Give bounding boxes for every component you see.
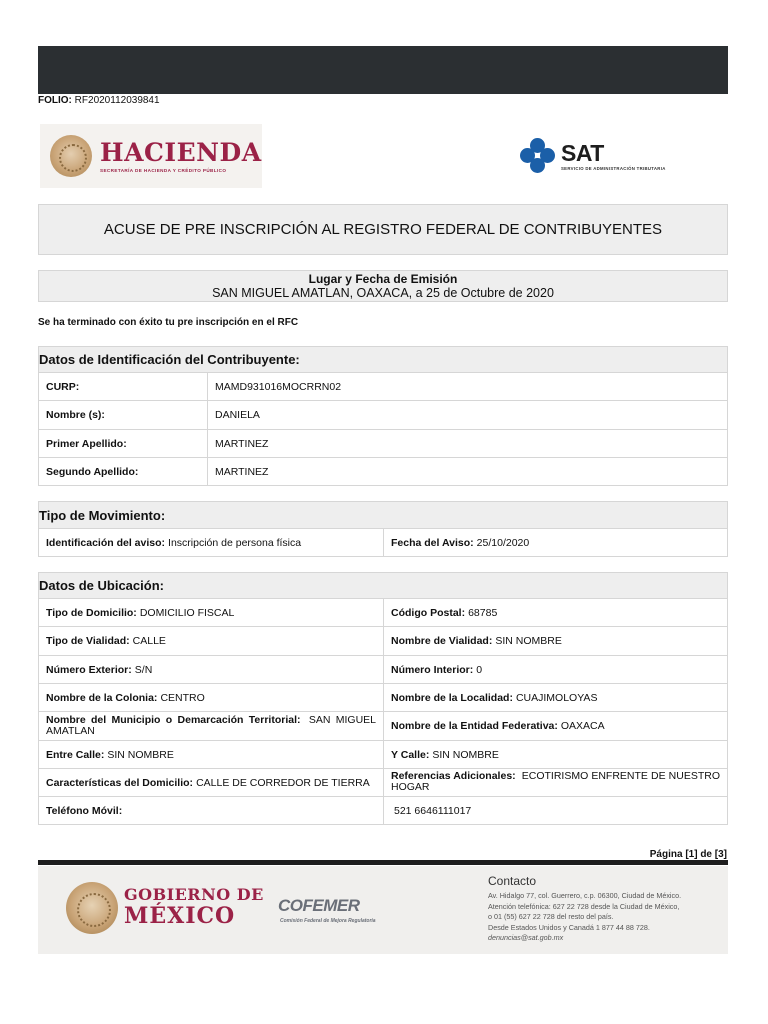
sat-logo [520, 130, 695, 182]
contacto-line: o 01 (55) 627 22 728 del resto del país. [488, 912, 614, 921]
ubicacion-right-cell [384, 797, 727, 824]
cell-value: 0 [476, 663, 483, 676]
ubicacion-right-cell [384, 712, 727, 740]
contacto-line: Atención telefónica: 627 22 728 desde la Ciudad de México, [488, 901, 680, 911]
lugar-title: Lugar y Fecha de Emisión [308, 272, 458, 286]
row-label: Primer Apellido: [39, 430, 208, 457]
lugar-value: SAN MIGUEL AMATLAN, OAXACA, a 25 de Octubre de 2020 [212, 286, 554, 300]
contacto-title: Contacto [488, 874, 537, 888]
ubicacion-left-cell [39, 741, 384, 768]
cell-value: CALLE DE CORREDOR DE TIERRA [196, 776, 370, 789]
folio-value: RF2020112039841 [74, 95, 160, 106]
table-row [38, 769, 728, 797]
table-row [38, 627, 728, 656]
sat-title: SAT [561, 139, 604, 166]
ubicacion-left-cell [39, 712, 384, 740]
ubicacion-right-cell [384, 656, 727, 683]
footer [38, 866, 728, 954]
ubicacion-right-cell [384, 684, 727, 711]
identificacion-header [38, 346, 728, 373]
gobierno-logo [124, 886, 264, 928]
folio [38, 95, 160, 106]
ubicacion-header-text: Datos de Ubicación: [39, 578, 164, 593]
cell-label: Entre Calle: [46, 748, 105, 761]
lugar-fecha-box [38, 270, 728, 302]
mexico-seal-icon [66, 882, 118, 934]
contacto-line: Desde Estados Unidos y Canadá 1 877 44 88 728. [488, 922, 650, 932]
cell-label: Código Postal: [391, 606, 466, 619]
row-label: Segundo Apellido: [39, 458, 208, 485]
table-row [38, 797, 728, 825]
ubicacion-left-cell [39, 769, 384, 796]
hacienda-subtitle: SECRETARÍA DE HACIENDA Y CRÉDITO PÚBLICO [100, 167, 227, 173]
gobierno-line1: GOBIERNO DE [124, 885, 264, 904]
mexico-seal-icon [50, 135, 92, 177]
cell-label: Tipo de Vialidad: [46, 635, 130, 647]
row-value: MARTINEZ [215, 465, 269, 478]
cell-value: DOMICILIO FISCAL [139, 606, 235, 619]
cell-label: Número Exterior: [46, 663, 132, 676]
page-number: Página [1] de [3] [649, 849, 727, 860]
movimiento-right-cell [384, 529, 727, 556]
cell-value: SIN NOMBRE [107, 748, 174, 761]
cell-value: CALLE [132, 635, 166, 647]
cell-label: Número Interior: [391, 663, 474, 676]
contacto-line: Av. Hidalgo 77, col. Guerrero, c.p. 06300, Ciudad de México. [488, 891, 682, 900]
row-value: DANIELA [215, 409, 260, 421]
header-bar [38, 46, 728, 94]
ubicacion-left-cell [39, 684, 384, 711]
cell-label: Tipo de Domicilio: [46, 606, 137, 619]
cell-label: Identificación del aviso: [46, 536, 166, 549]
table-row [38, 430, 728, 458]
ubicacion-right-cell [384, 627, 727, 655]
contacto-email-link[interactable]: denuncias@sat.gob.mx [488, 933, 564, 942]
table-row [38, 599, 728, 627]
cell-value: SAN MIGUEL AMATLAN [46, 714, 377, 737]
table-row [38, 656, 728, 684]
movimiento-header [38, 501, 728, 529]
ubicacion-left-cell [39, 627, 384, 655]
ubicacion-right-cell [384, 769, 727, 796]
hacienda-title: HACIENDA [100, 137, 262, 167]
cell-value: CENTRO [160, 691, 205, 704]
table-row [38, 458, 728, 486]
cell-label: Teléfono Móvil: [46, 804, 123, 817]
table-row [38, 684, 728, 712]
cell-label: Características del Domicilio: [46, 776, 194, 789]
ubicacion-right-cell [384, 741, 727, 768]
cell-label: Y Calle: [391, 748, 430, 761]
identificacion-header-text: Datos de Identificación del Contribuyente: [39, 352, 300, 367]
cell-value: Inscripción de persona física [168, 536, 302, 549]
hacienda-logo [40, 124, 262, 188]
ubicacion-left-cell [39, 656, 384, 683]
cell-value: 25/10/2020 [476, 536, 530, 549]
cell-value: 68785 [468, 606, 498, 619]
ubicacion-left-cell [39, 599, 384, 626]
movimiento-header-text: Tipo de Movimiento: [39, 507, 166, 523]
cell-label: Referencias Adicionales: [391, 770, 516, 782]
cell-value: CUAJIMOLOYAS [515, 691, 598, 704]
folio-label: FOLIO: [38, 95, 72, 106]
cofemer-logo: COFEMER [278, 896, 360, 915]
movimiento-left-cell [39, 529, 384, 556]
cell-label: Nombre de la Localidad: [391, 691, 513, 704]
ubicacion-right-cell [384, 599, 727, 626]
cell-value: S/N [134, 663, 153, 676]
row-label: CURP: [39, 373, 208, 400]
document-title: ACUSE DE PRE INSCRIPCIÓN AL REGISTRO FEDERAL DE CONTRIBUYENTES [38, 204, 728, 255]
cell-label: Fecha del Aviso: [391, 536, 474, 549]
cell-value: 521 6646111017 [394, 804, 472, 817]
row-label: Nombre (s): [39, 401, 208, 429]
sat-dots-icon [520, 138, 556, 174]
cell-value: SIN NOMBRE [495, 635, 562, 647]
sat-subtitle: SERVICIO DE ADMINISTRACIÓN TRIBUTARIA [561, 165, 666, 171]
row-value: MARTINEZ [215, 437, 269, 450]
cell-label: Nombre de la Entidad Federativa: [391, 720, 558, 732]
cell-label: Nombre de Vialidad: [391, 635, 493, 647]
cell-value: OAXACA [560, 720, 605, 732]
table-row [38, 741, 728, 769]
table-row [38, 401, 728, 430]
cell-value: ECOTIRISMO ENFRENTE DE NUESTRO HOGAR [391, 770, 720, 793]
row-value: MAMD931016MOCRRN02 [215, 380, 342, 393]
gobierno-line2: MÉXICO [124, 903, 236, 929]
ubicacion-header [38, 572, 728, 599]
contacto-block [488, 874, 723, 944]
footer-divider [38, 860, 728, 865]
success-message: Se ha terminado con éxito tu pre inscripción en el RFC [38, 317, 299, 328]
cell-label: Nombre de la Colonia: [46, 691, 158, 704]
table-row [38, 712, 728, 741]
cofemer-subtitle: Comisión Federal de Mejora Regulatoria [280, 918, 376, 924]
cell-label: Nombre del Municipio o Demarcación Territorial: [46, 714, 301, 726]
table-row [38, 373, 728, 401]
cell-value: SIN NOMBRE [432, 748, 499, 761]
table-row [38, 529, 728, 557]
ubicacion-left-cell [39, 797, 384, 824]
